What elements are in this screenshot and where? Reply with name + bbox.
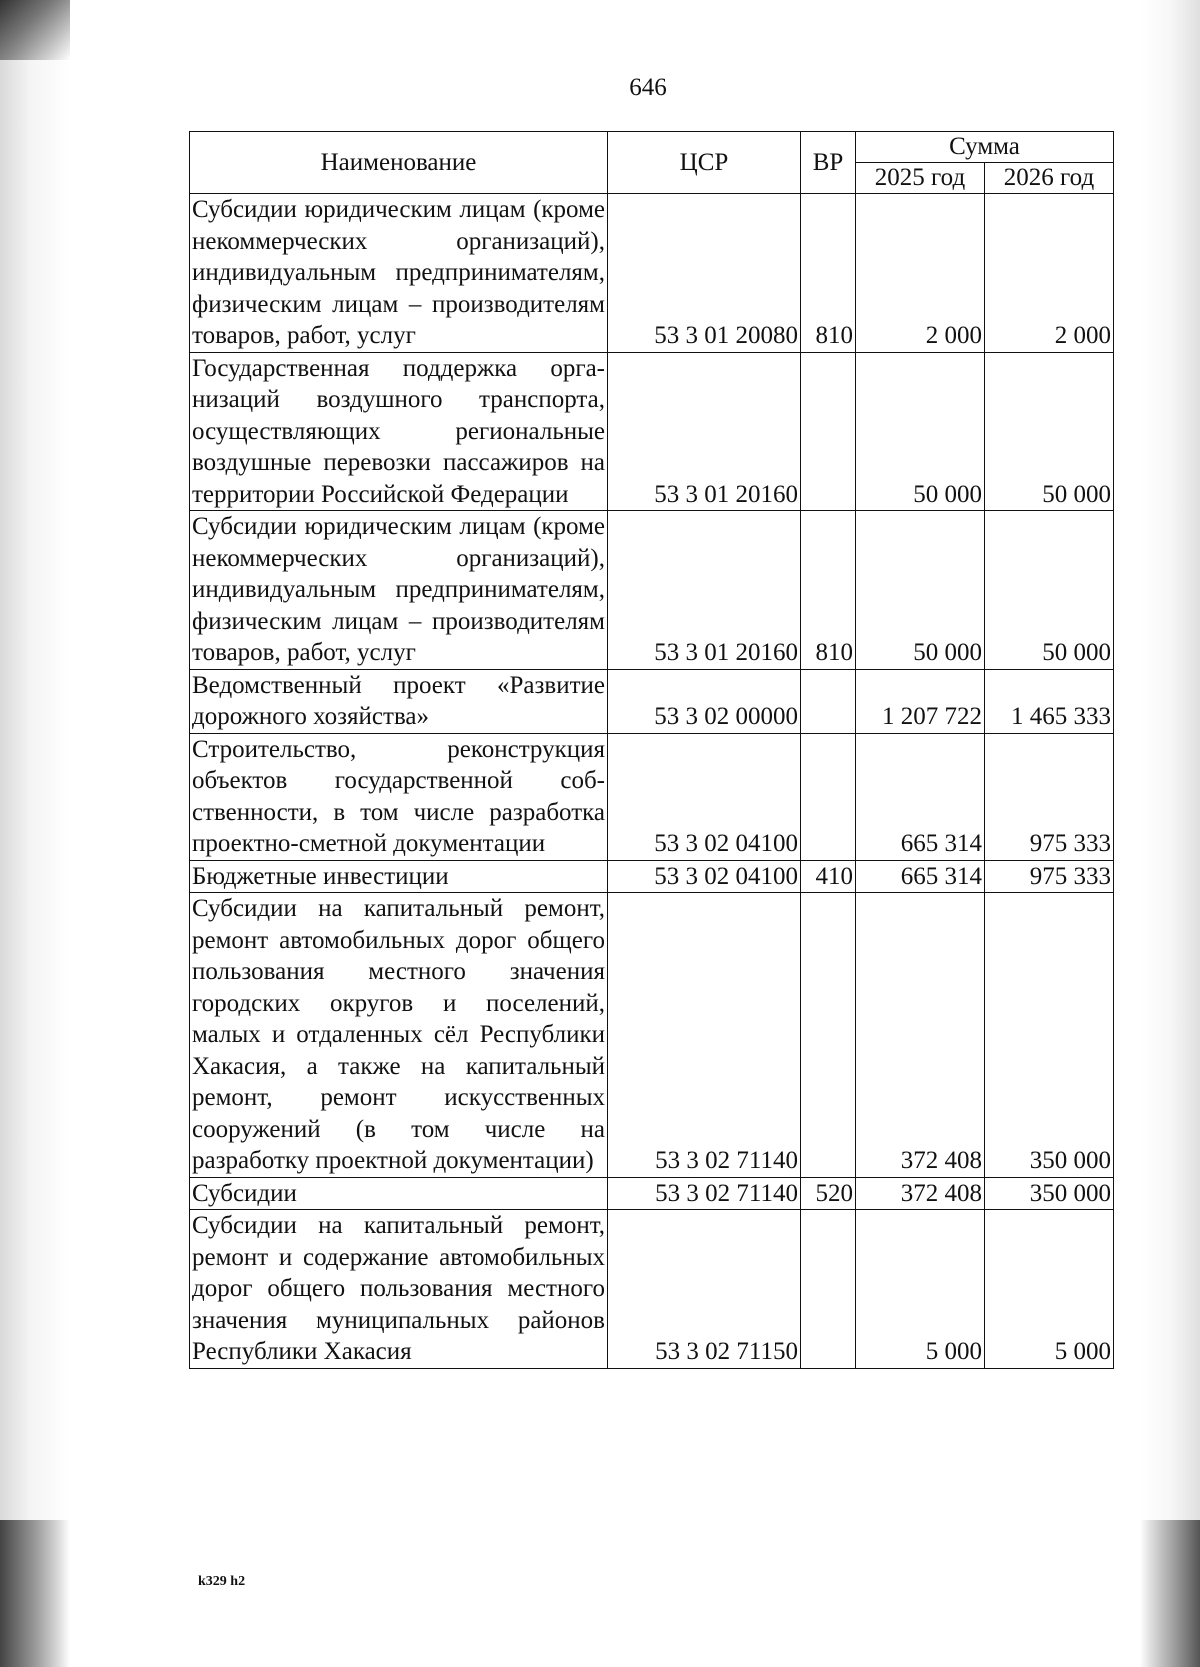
row-sum-2025: 2 000 [856,194,985,353]
row-name: Строительство, реконструкция объектов государственной собственности, в том числе разработка проектно-сметной документации [190,733,608,860]
row-vr [801,1210,856,1369]
row-vr [801,733,856,860]
table-row [190,194,1114,353]
row-sum-2025: 665 314 [856,733,985,860]
table-row [190,893,1114,1178]
scan-edge-right [1140,0,1200,1667]
row-vr [801,352,856,511]
row-name: Субсидии юридическим лицам (кроме некоммерческих организаций), индивидуальным предпринимателям, физическим лицам – производителям товаров, работ, услуг [190,194,608,353]
row-csr: 53 3 02 71140 [608,1177,801,1210]
row-vr: 810 [801,511,856,670]
header-name: Наименование [190,132,608,194]
scan-edge-left [0,0,70,1667]
budget-table [189,131,1114,1369]
row-sum-2026: 350 000 [985,1177,1114,1210]
row-vr: 410 [801,860,856,893]
row-sum-2025: 5 000 [856,1210,985,1369]
row-name: Ведомственный проект «Развитие дорожного хозяйства» [190,669,608,733]
header-year-2026: 2026 год [985,163,1114,194]
row-vr: 810 [801,194,856,353]
row-name: Государственная поддержка организаций воздушного транспорта, осуществляющих региональные воздушные перевозки пассажиров на территории Российской Федерации [190,352,608,511]
table-row [190,352,1114,511]
page-number: 646 [629,74,667,101]
row-vr [801,669,856,733]
row-sum-2025: 665 314 [856,860,985,893]
row-sum-2025: 372 408 [856,893,985,1178]
row-sum-2026: 50 000 [985,352,1114,511]
row-csr: 53 3 01 20080 [608,194,801,353]
row-vr [801,893,856,1178]
row-name: Субсидии на капитальный ремонт, ремонт и содержание автомобильных дорог общего пользования местного значения муниципальных районов Республики Хакасия [190,1210,608,1369]
row-sum-2026: 975 333 [985,733,1114,860]
row-sum-2025: 50 000 [856,511,985,670]
row-sum-2025: 1 207 722 [856,669,985,733]
row-name: Субсидии на капитальный ремонт, ремонт автомобильных дорог общего пользования местного значения городских округов и поселений, малых и отдаленных сёл Республики Хакасия, а также на капитальный ремонт, ремонт искусственных сооружений (в том числе на разработку проектной документации) [190,893,608,1178]
table-row [190,733,1114,860]
row-sum-2025: 50 000 [856,352,985,511]
row-csr: 53 3 01 20160 [608,352,801,511]
table-row [190,511,1114,670]
table-row [190,1177,1114,1210]
row-sum-2026: 1 465 333 [985,669,1114,733]
row-csr: 53 3 02 04100 [608,733,801,860]
row-name: Субсидии юридическим лицам (кроме некоммерческих организаций), индивидуальным предпринимателям, физическим лицам – производителям товаров, работ, услуг [190,511,608,670]
footer-code: k329 h2 [198,1574,246,1589]
scan-shadow-bottom-left [0,1520,70,1667]
header-year-2025: 2025 год [856,163,985,194]
row-vr: 520 [801,1177,856,1210]
header-sum: Сумма [856,132,1114,163]
header-vr: ВР [801,132,856,194]
header-csr: ЦСР [608,132,801,194]
row-csr: 53 3 02 71140 [608,893,801,1178]
row-sum-2026: 5 000 [985,1210,1114,1369]
scan-shadow-top-left [0,0,70,60]
header-row-1 [190,132,1114,163]
row-csr: 53 3 02 71150 [608,1210,801,1369]
row-sum-2026: 975 333 [985,860,1114,893]
row-sum-2026: 50 000 [985,511,1114,670]
row-sum-2026: 2 000 [985,194,1114,353]
row-sum-2026: 350 000 [985,893,1114,1178]
table-row [190,860,1114,893]
table-row [190,669,1114,733]
row-csr: 53 3 01 20160 [608,511,801,670]
row-csr: 53 3 02 04100 [608,860,801,893]
table-row [190,1210,1114,1369]
scan-shadow-bottom-right [1140,1520,1200,1667]
row-name: Субсидии [190,1177,608,1210]
row-csr: 53 3 02 00000 [608,669,801,733]
row-sum-2025: 372 408 [856,1177,985,1210]
row-name: Бюджетные инвестиции [190,860,608,893]
